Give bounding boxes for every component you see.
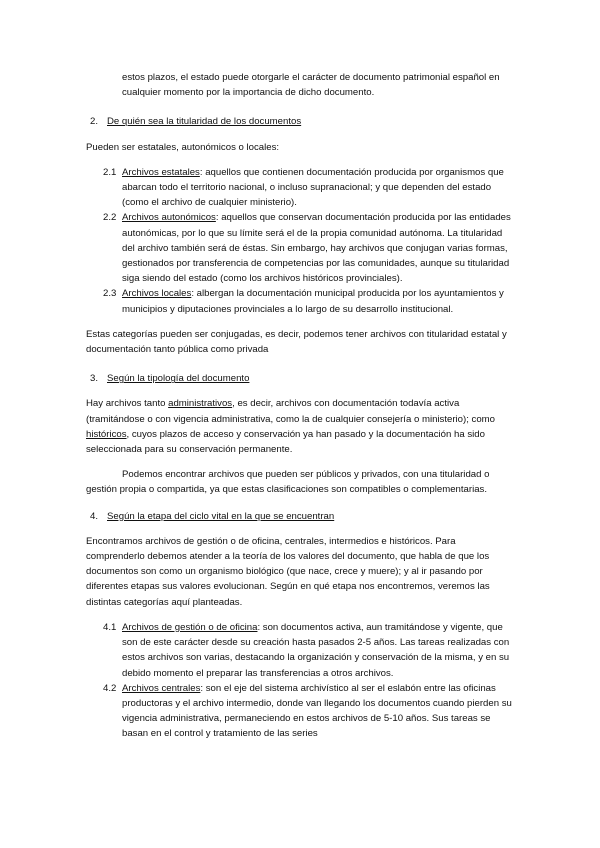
list-item xyxy=(86,286,514,316)
list-item-term: Archivos autonómicos xyxy=(122,212,216,224)
list-item-number: 2.1 xyxy=(103,166,117,178)
section-3-paragraph-2: Podemos encontrar archivos que pueden ser públicos y privados, con una titularidad o gestión propia o compartida, ya que estas clasificaciones son compatibles o complementarias. xyxy=(86,469,490,496)
list-item xyxy=(86,681,514,742)
section-4-heading xyxy=(86,509,514,524)
list-item-number: 2.2 xyxy=(103,212,117,224)
list-item-text: : son documentos activa, aun tramitándose y vigente, que son de este carácter desde su creación hasta pasados 2-5 años. Las tareas realizadas con estos archivos son varias, destacando la organización y conservación de la misma, y en su debido momento el preparar las transferencias a otros archivos. xyxy=(122,621,510,679)
list-item-text: : aquellos que contienen documentación producida por organismos que abarcan todo el territorio nacional, o incluso supranacional; y que dependen del estado (como el archivo de cualquier ministerio). xyxy=(122,166,504,209)
text-run: Hay archivos tanto xyxy=(86,398,169,410)
list-item-number: 4.1 xyxy=(103,621,117,633)
list-item-term: Archivos centrales xyxy=(122,682,201,694)
text-run: , es decir, archivos con documentación todavía activa (tramitándose o con vigencia administrativa, como la de cualquier consejería o ministerio); como xyxy=(86,398,495,425)
section-3-number: 3. xyxy=(90,373,99,385)
section-4-intro: Encontramos archivos de gestión o de oficina, centrales, intermedios e históricos. Para comprenderlo debemos atender a la teoría de los valores del documento, que habla de que los documentos son como un organismo biológico (que nace, crece y muere); y al ir pasando por diferentes etapas sus valores evolucionan. Según en qué etapa nos encontremos, veremos las distintas categorías aquí planteadas. xyxy=(86,535,490,608)
section-3-paragraph-1 xyxy=(86,396,514,457)
list-item-term: Archivos de gestión o de oficina xyxy=(122,621,258,633)
section-3-title: Según la tipología del documento xyxy=(107,373,250,385)
text-run: , cuyos plazos de acceso y conservación ya han pasado y la documentación ha sido seleccionada para su conservación permanente. xyxy=(86,428,485,456)
list-item-text: : son el eje del sistema archivístico al ser el eslabón entre las oficinas productoras y el archivo intermedio, donde van llegando los documentos cuando pierden su vigencia administrativa, permaneciendo en estos archivos de 5-10 años. Sus tareas se basan en el control y tratamiento de las series xyxy=(122,682,512,740)
list-item xyxy=(86,165,514,211)
section-4-list xyxy=(86,620,514,742)
section-3-heading xyxy=(86,371,514,386)
continuation-paragraph: estos plazos, el estado puede otorgarle el carácter de documento patrimonial español en cualquier momento por la importancia de dicho documento. xyxy=(122,72,500,99)
list-item-text: : albergan la documentación municipal producida por los ayuntamientos y municipios y diputaciones provinciales a lo largo de su desarrollo institucional. xyxy=(122,288,504,315)
section-4-number: 4. xyxy=(90,510,99,522)
section-2-number: 2. xyxy=(90,116,99,128)
term-administrativos: administrativos xyxy=(168,398,233,410)
list-item-number: 2.3 xyxy=(103,288,117,300)
section-2-closing: Estas categorías pueden ser conjugadas, es decir, podemos tener archivos con titularidad estatal y documentación tanto pública como privada xyxy=(86,328,507,356)
section-4-title: Según la etapa del ciclo vital en la que se encuentran xyxy=(107,510,335,522)
section-2-intro: Pueden ser estatales, autonómicos o locales: xyxy=(86,141,280,153)
list-item-number: 4.2 xyxy=(103,682,117,694)
list-item-term: Archivos locales xyxy=(122,288,192,300)
list-item-text: : aquellos que conservan documentación producida por las entidades autonómicas, por lo que su límite será el de la propia comunidad autónoma. La titularidad del archivo también será de éstas. Sin embargo, hay archivos que conjugan varias formas, gestionados por transferencia de competencias por las comunidades, aunque su titularidad siga siendo del estado (como los archivos históricos provinciales). xyxy=(122,212,511,285)
section-2-list xyxy=(86,165,514,317)
section-2-heading xyxy=(86,114,514,129)
term-historicos: históricos xyxy=(86,428,127,440)
list-item xyxy=(86,210,514,286)
list-item-term: Archivos estatales xyxy=(122,166,200,178)
list-item xyxy=(86,620,514,681)
section-2-title: De quién sea la titularidad de los documentos xyxy=(107,116,302,128)
